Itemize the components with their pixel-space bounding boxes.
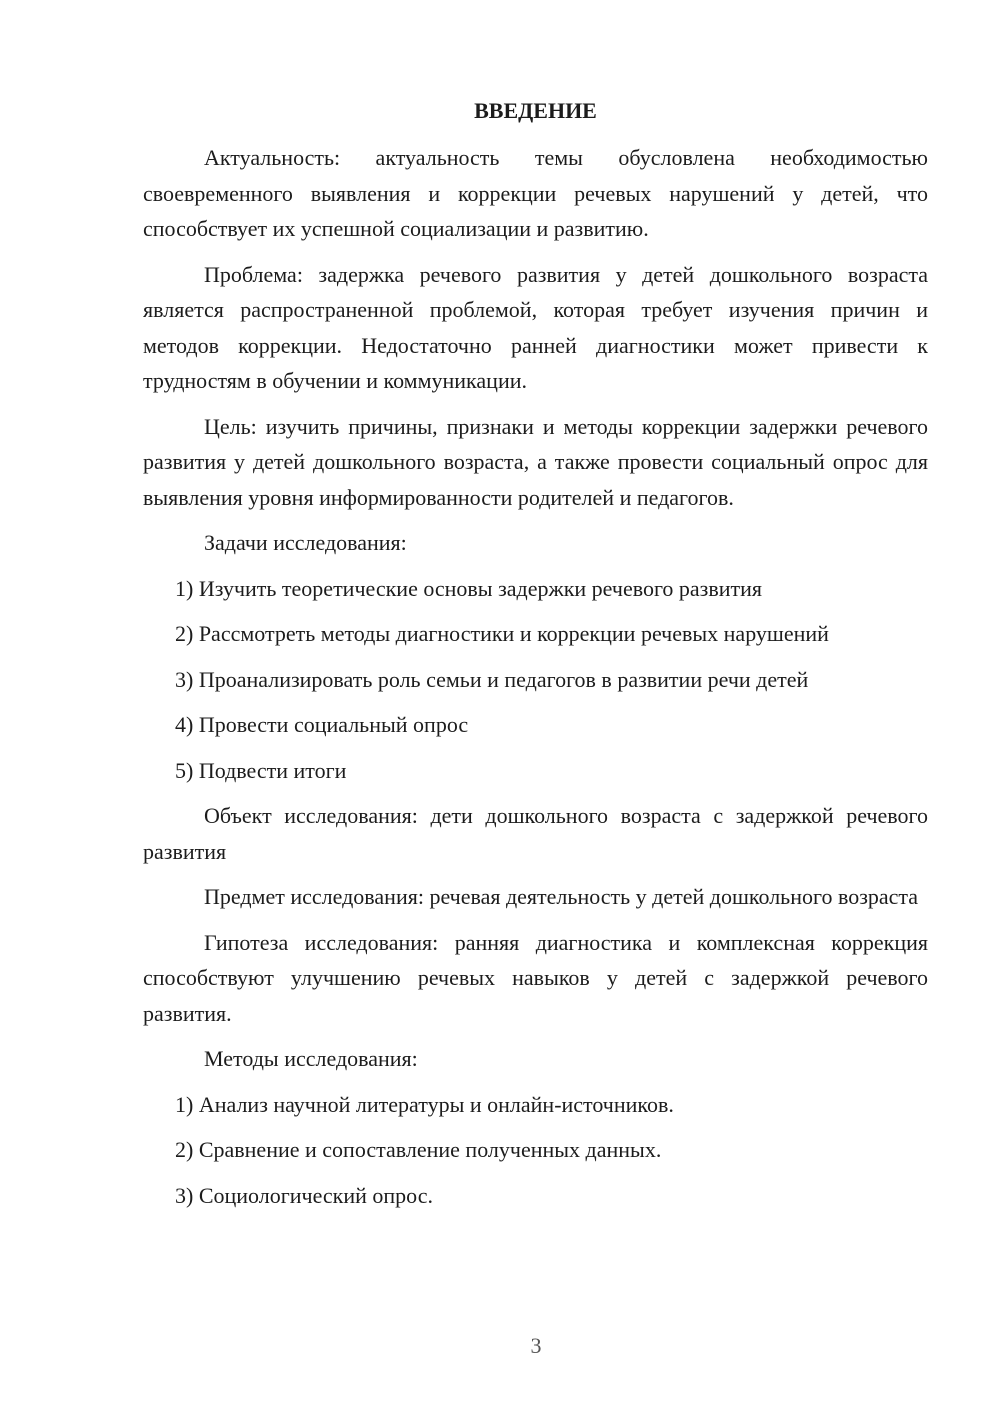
method-item: 2) Сравнение и сопоставление полученных данных. — [175, 1137, 662, 1162]
goal-paragraph: Цель: изучить причины, признаки и методы коррекции задержки речевого развития у детей дошкольного возраста, а также провести социальный опрос для выявления уровня информированности родителей и педагогов. — [143, 413, 928, 510]
object-paragraph: Объект исследования: дети дошкольного возраста с задержкой речевого развития — [143, 803, 928, 864]
hypothesis-paragraph: Гипотеза исследования: ранняя диагностика и комплексная коррекция способствуют улучшению речевых навыков у детей с задержкой речевого развития. — [143, 929, 928, 1026]
relevance-paragraph: Актуальность: актуальность темы обусловлена необходимостью своевременного выявления и коррекции речевых нарушений у детей, что способствует их успешной социализации и развитию. — [143, 145, 928, 241]
task-item: 3) Проанализировать роль семьи и педагогов в развитии речи детей — [175, 666, 809, 692]
method-item: 3) Социологический опрос. — [175, 1182, 433, 1208]
methods-title: Методы исследования: — [204, 1046, 418, 1071]
page-content — [143, 96, 928, 1223]
problem-paragraph: Проблема: задержка речевого развития у детей дошкольного возраста является распространенной проблемой, которая требует изучения причин и методов коррекции. Недостаточно ранней диагностики может привести к трудностям в обучении и коммуникации. — [143, 261, 928, 393]
task-item: 2) Рассмотреть методы диагностики и коррекции речевых нарушений — [175, 621, 829, 646]
method-item: 1) Анализ научной литературы и онлайн-источников. — [175, 1091, 674, 1117]
task-item: 1) Изучить теоретические основы задержки речевого развития — [175, 575, 763, 601]
page-number: 3 — [530, 1333, 542, 1358]
section-heading: ВВЕДЕНИЕ — [474, 98, 597, 123]
subject-paragraph: Предмет исследования: речевая деятельность у детей дошкольного возраста — [204, 884, 919, 909]
tasks-title: Задачи исследования: — [204, 530, 407, 555]
task-item: 5) Подвести итоги — [175, 757, 347, 783]
task-item: 4) Провести социальный опрос — [175, 712, 469, 737]
